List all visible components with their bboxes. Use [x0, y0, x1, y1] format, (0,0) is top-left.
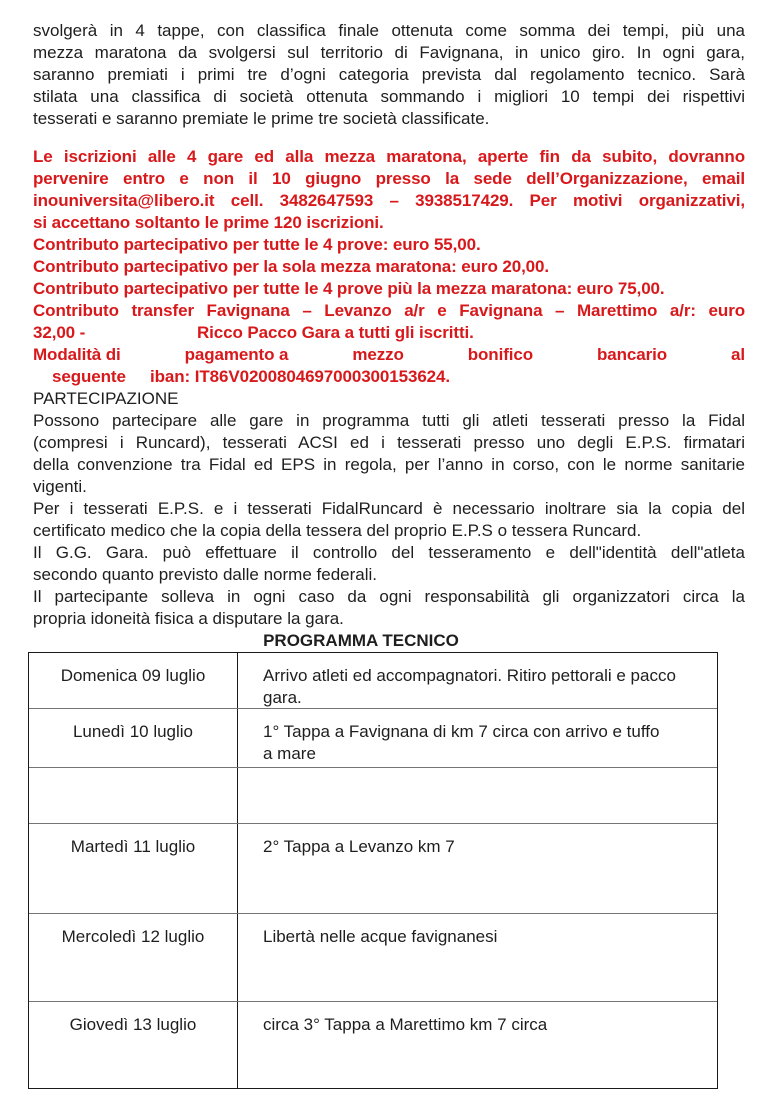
text-line: Per i tesserati E.P.S. e i tesserati FidalRuncard è necessario inoltrare sia la copia del [33, 499, 745, 518]
text-line: Le iscrizioni alle 4 gare ed alla mezza maratona, aperte fin da subito, dovranno [33, 147, 745, 166]
text-segment: iban: IT86V0200804697000300153624. [150, 367, 451, 386]
registration-info-red-block [33, 146, 745, 388]
text-word: Modalità di [33, 345, 121, 364]
text-line: PARTECIPAZIONE [33, 389, 179, 408]
text-line [33, 344, 745, 366]
text-line: Contributo transfer Favignana – Levanzo a/r e Favignana – Marettimo a/r: euro [33, 301, 745, 320]
table-row [29, 653, 717, 709]
table-cell-text-line: 2° Tappa a Levanzo km 7 [263, 837, 455, 856]
table-row [29, 824, 717, 914]
text-line: secondo quanto previsto dalle norme federali. [33, 565, 377, 584]
table-cell-text-line: Arrivo atleti ed accompagnatori. Ritiro pettorali e pacco [263, 666, 676, 685]
table-cell-description [238, 653, 717, 708]
text-line: si accettano soltanto le prime 120 iscrizioni. [33, 213, 384, 232]
table-cell-date: Giovedì 13 luglio [29, 1002, 238, 1088]
table-cell-date: Mercoledì 12 luglio [29, 914, 238, 1001]
text-line: tesserati e saranno premiate le prime tre società classificate. [33, 109, 490, 128]
text-line: saranno premiati i primi tre d’ogni categoria prevista dal regolamento tecnico. Sarà [33, 65, 745, 84]
table-cell-description [238, 768, 717, 823]
text-line: della convenzione tra Fidal ed EPS in regola, per l’anno in corso, con le norme sanitarie [33, 455, 745, 474]
text-word: al [730, 345, 745, 364]
text-line: Il G.G. Gara. può effettuare il controllo del tesseramento e dell"identità dell"atleta [33, 543, 745, 562]
text-line: PROGRAMMA TECNICO [263, 631, 459, 650]
text-word: bancario [596, 345, 668, 364]
table-cell-description [238, 1002, 717, 1088]
table-cell-date: Domenica 09 luglio [29, 653, 238, 708]
text-line: svolgerà in 4 tappe, con classifica finale ottenuta come somma dei tempi, più una [33, 21, 745, 40]
text-line: propria idoneità fisica a disputare la gara. [33, 609, 344, 628]
table-row [29, 768, 717, 824]
text-line: mezza maratona da svolgersi sul territorio di Favignana, in unico giro. In ogni gara, [33, 43, 745, 62]
table-cell-description [238, 914, 717, 1001]
table-row [29, 914, 717, 1002]
text-line: pervenire entro e non il 10 giugno presso la sede dell’Organizzazione, email [33, 169, 745, 188]
text-line: (compresi i Runcard), tesserati ACSI ed i tesserati presso uno degli E.P.S. firmatari [33, 433, 745, 452]
intro-paragraph [33, 20, 745, 130]
text-segment: Ricco Pacco Gara a tutti gli iscritti. [197, 323, 474, 342]
text-line: Contributo partecipativo per tutte le 4 prove più la mezza maratona: euro 75,00. [33, 279, 665, 298]
table-cell-description [238, 709, 717, 767]
text-word: mezzo [352, 345, 404, 364]
text-segment: 32,00 - [33, 323, 86, 342]
text-line: vigenti. [33, 477, 87, 496]
text-word: bonifico [467, 345, 534, 364]
text-line: Possono partecipare alle gare in programma tutti gli atleti tesserati presso la Fidal [33, 411, 745, 430]
text-line [33, 322, 745, 344]
table-cell-text-line: gara. [263, 688, 302, 707]
programma-tecnico-table [28, 652, 718, 1089]
table-cell-text-line: Libertà nelle acque favignanesi [263, 927, 498, 946]
table-cell-date: Martedì 11 luglio [29, 824, 238, 913]
text-line: certificato medico che la copia della tessera del proprio E.P.S o tessera Runcard. [33, 521, 642, 540]
table-cell-text-line: circa 3° Tappa a Marettimo km 7 circa [263, 1015, 548, 1034]
table-row [29, 709, 717, 768]
text-line: stilata una classifica di società ottenuta sommando i migliori 10 tempi dei rispettivi [33, 87, 745, 106]
participation-section [33, 388, 745, 652]
table-cell-description [238, 824, 717, 913]
text-segment: seguente [52, 367, 126, 386]
table-cell-text-line: a mare [263, 744, 316, 763]
text-line: Contributo partecipativo per tutte le 4 prove: euro 55,00. [33, 235, 481, 254]
table-cell-text-line: 1° Tappa a Favignana di km 7 circa con arrivo e tuffo [263, 722, 660, 741]
text-line: Contributo partecipativo per la sola mezza maratona: euro 20,00. [33, 257, 550, 276]
text-line: Il partecipante solleva in ogni caso da ogni responsabilità gli organizzatori circa la [33, 587, 745, 606]
table-cell-date [29, 768, 238, 823]
text-line [33, 366, 745, 388]
table-cell-date: Lunedì 10 luglio [29, 709, 238, 767]
table-row [29, 1002, 717, 1088]
text-word: pagamento a [184, 345, 289, 364]
text-line: inouniversita@libero.it cell. 3482647593 – 3938517429. Per motivi organizzativi, [33, 191, 745, 210]
